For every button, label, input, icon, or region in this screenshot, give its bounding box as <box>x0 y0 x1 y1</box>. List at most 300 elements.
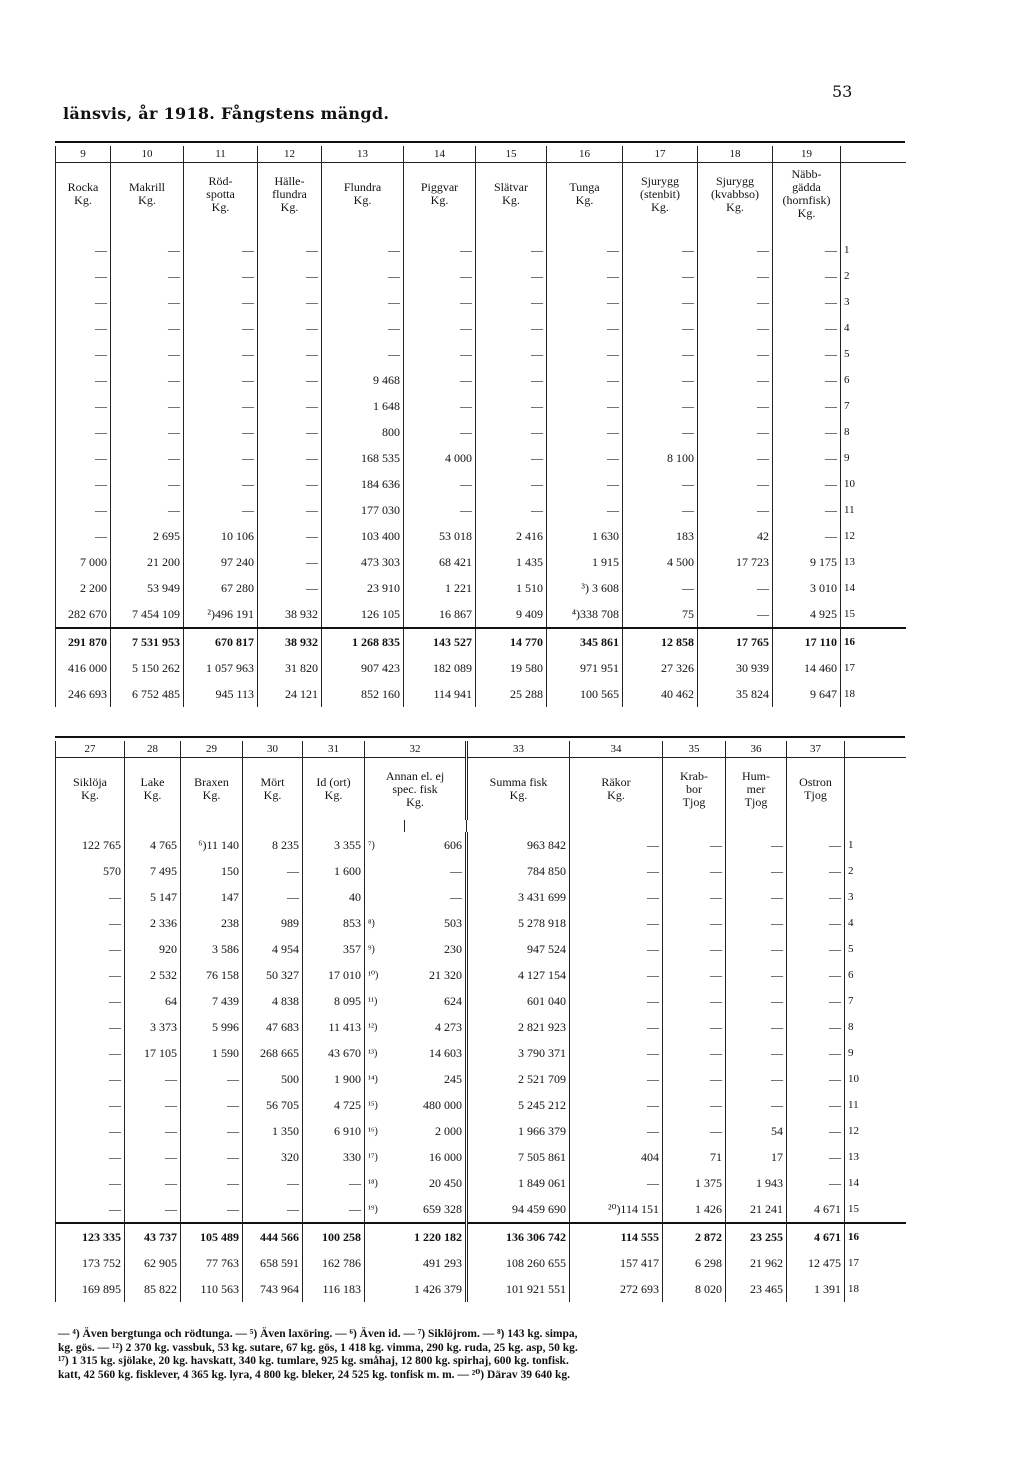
column-header-line: spec. fisk <box>392 781 438 796</box>
column-header-line: Makrill <box>129 180 165 194</box>
table-cell: — <box>623 289 698 315</box>
column-header <box>258 163 322 226</box>
table-cell: 67 280 <box>184 575 258 601</box>
row-number: 18 <box>845 1276 906 1302</box>
table-cell: — <box>184 367 258 393</box>
table-row <box>56 575 906 601</box>
table-cell: 40 462 <box>623 681 698 707</box>
column-header-line: Hum- <box>742 768 770 783</box>
table-cell: 606 <box>444 837 462 852</box>
table-cell: 9 647 <box>773 681 841 707</box>
table-cell: 10 106 <box>184 523 258 549</box>
table-cell: — <box>184 471 258 497</box>
table-cell: 1 600 <box>303 858 365 884</box>
table-cell: 282 670 <box>56 601 111 628</box>
table-cell: — <box>476 419 547 445</box>
table-cell: 2 532 <box>125 962 181 988</box>
column-header <box>547 163 623 226</box>
table-cell: — <box>243 884 303 910</box>
column-header-line: (hornfisk) <box>782 193 831 207</box>
column-header-line: Annan el. ej <box>385 768 445 783</box>
table-cell: — <box>773 419 841 445</box>
table-row <box>56 1014 906 1040</box>
table-cell: 963 842 <box>467 832 570 858</box>
column-header-row <box>56 758 906 821</box>
table-cell: — <box>56 341 111 367</box>
table-cell: — <box>698 419 773 445</box>
table-cell: ⁶)11 140 <box>181 832 243 858</box>
column-header-line: Kg. <box>138 193 156 207</box>
column-number: 12 <box>258 146 322 163</box>
table-cell: — <box>184 393 258 419</box>
table-cell: 7 439 <box>181 988 243 1014</box>
gap-cell <box>181 820 243 832</box>
table-cell: — <box>570 988 663 1014</box>
column-header-line: Flundra <box>343 180 382 194</box>
table-cell: — <box>404 289 476 315</box>
table-cell: — <box>547 367 623 393</box>
table-cell: — <box>663 1040 726 1066</box>
table-cell: 6 752 485 <box>111 681 184 707</box>
row-number: 5 <box>845 936 906 962</box>
table-cell: — <box>787 1066 845 1092</box>
column-header-line: Kg. <box>143 788 162 802</box>
row-number: 13 <box>841 549 906 575</box>
table-cell: 14 460 <box>773 655 841 681</box>
gap-cell <box>184 225 258 237</box>
table-cell: — <box>663 1066 726 1092</box>
table-cell: ¹⁸) <box>365 1170 405 1196</box>
table-cell: — <box>56 367 111 393</box>
table-cell: — <box>322 237 404 263</box>
table-cell: 17 765 <box>698 628 773 655</box>
table-cell: 1 590 <box>181 1040 243 1066</box>
column-header <box>322 163 404 226</box>
column-header <box>56 758 125 821</box>
table-cell: — <box>570 1092 663 1118</box>
row-number: 11 <box>841 497 906 523</box>
table-cell: 1 630 <box>547 523 623 549</box>
table-cell: 108 260 655 <box>467 1250 570 1276</box>
column-header <box>773 163 841 226</box>
column-number: 35 <box>663 741 726 758</box>
header-gap <box>56 225 906 237</box>
table-cell: — <box>56 289 111 315</box>
table-cell: 177 030 <box>322 497 404 523</box>
table-cell: — <box>663 936 726 962</box>
table-cell: — <box>125 1196 181 1223</box>
table-cell: 658 591 <box>243 1250 303 1276</box>
table-cell: 94 459 690 <box>467 1196 570 1223</box>
table-cell: 4 000 <box>404 445 476 471</box>
table-cell: — <box>570 962 663 988</box>
column-header-line: Kg. <box>509 788 528 802</box>
table-row <box>56 1170 906 1196</box>
table-cell: 480 000 <box>423 1097 462 1112</box>
table-cell: 1 943 <box>726 1170 787 1196</box>
table-cell: — <box>184 445 258 471</box>
table-cell: — <box>322 315 404 341</box>
column-header-line: Id (ort) <box>316 775 351 789</box>
table-cell: 3 373 <box>125 1014 181 1040</box>
table-cell: — <box>663 962 726 988</box>
table-cell: — <box>450 863 462 878</box>
table-cell: — <box>623 419 698 445</box>
table-cell: — <box>258 237 322 263</box>
table-cell: — <box>623 497 698 523</box>
table-cell: — <box>570 1040 663 1066</box>
table-row <box>56 832 906 858</box>
table-cell <box>365 1250 405 1276</box>
table-cell: — <box>258 419 322 445</box>
table-cell: 5 278 918 <box>467 910 570 936</box>
table-cell: 945 113 <box>184 681 258 707</box>
column-header-line: Kg. <box>797 206 816 220</box>
table-cell: 11 413 <box>303 1014 365 1040</box>
table-cell: — <box>56 523 111 549</box>
table-cell: 1 391 <box>787 1276 845 1302</box>
column-header <box>663 758 726 821</box>
table-cell: — <box>570 1118 663 1144</box>
table-cell: — <box>322 341 404 367</box>
table-cell: 8 020 <box>663 1276 726 1302</box>
gap-cell <box>365 820 405 832</box>
table-cell: — <box>773 471 841 497</box>
footnote-line: — ⁴) Även bergtunga och rödtunga. — ⁵) Även laxöring. — ⁶) Även id. — ⁷) Siklöjrom. — ⁸) 143 kg. simpa, <box>58 1328 578 1340</box>
table-cell: — <box>243 1196 303 1223</box>
row-number: 4 <box>845 910 906 936</box>
column-header-line: Rocka <box>67 180 99 194</box>
table-cell: 97 240 <box>184 549 258 575</box>
column-header-line: Piggvar <box>420 180 459 194</box>
column-header-line: (kvabbso) <box>711 186 759 201</box>
table-row <box>56 523 906 549</box>
table-cell: 2 336 <box>125 910 181 936</box>
table-cell: 114 941 <box>404 681 476 707</box>
table-cell: 77 763 <box>181 1250 243 1276</box>
column-number-spacer <box>845 741 906 758</box>
table-cell: ¹⁰) <box>365 962 405 988</box>
table-cell: 3 431 699 <box>467 884 570 910</box>
column-header <box>787 758 845 821</box>
table-cell: — <box>111 497 184 523</box>
table-cell: — <box>258 523 322 549</box>
row-number: 16 <box>841 628 906 655</box>
table-cell: — <box>547 315 623 341</box>
table-row <box>56 936 906 962</box>
table-cell: — <box>547 237 623 263</box>
table-cell: — <box>698 263 773 289</box>
column-header-line: Kg. <box>607 788 625 802</box>
table-row <box>56 315 906 341</box>
table-cell: — <box>404 367 476 393</box>
table-cell: — <box>773 523 841 549</box>
table-row <box>56 341 906 367</box>
table-cell: 1 221 <box>404 575 476 601</box>
column-header-line: Hälle- <box>274 173 305 188</box>
table-cell: 100 565 <box>547 681 623 707</box>
column-header-line: (stenbit) <box>640 186 680 201</box>
table-cell: 12 475 <box>787 1250 845 1276</box>
row-number: 11 <box>845 1092 906 1118</box>
table-cell: — <box>787 858 845 884</box>
table-cell: — <box>258 575 322 601</box>
table-cell: ¹⁷) <box>365 1144 405 1170</box>
gap-cell <box>841 225 906 237</box>
table-cell: 4 671 <box>787 1196 845 1223</box>
table-cell: — <box>181 1118 243 1144</box>
row-number: 3 <box>841 289 906 315</box>
header-gap <box>56 820 906 832</box>
table-cell: 62 905 <box>125 1250 181 1276</box>
table-cell: 75 <box>623 601 698 628</box>
column-header-row <box>56 163 906 226</box>
gap-cell <box>698 225 773 237</box>
row-number: 14 <box>845 1170 906 1196</box>
table-cell: 1 220 182 <box>405 1223 467 1250</box>
table-cell: 5 245 212 <box>467 1092 570 1118</box>
column-number: 31 <box>303 741 365 758</box>
column-number-row <box>56 146 906 163</box>
table-cell: 9 409 <box>476 601 547 628</box>
table-cell: — <box>56 315 111 341</box>
table-cell: ¹⁹) <box>365 1196 405 1223</box>
column-header-line: Kg. <box>81 788 99 802</box>
table-cell: 784 850 <box>467 858 570 884</box>
table-cell: 989 <box>243 910 303 936</box>
table-cell: — <box>698 445 773 471</box>
table-cell: 9 468 <box>322 367 404 393</box>
table-cell: — <box>773 367 841 393</box>
page-number: 53 <box>832 82 853 101</box>
column-header-line: Kg. <box>502 193 520 207</box>
row-number: 2 <box>841 263 906 289</box>
column-header-line: bor <box>686 781 702 796</box>
table-cell: — <box>258 471 322 497</box>
table-cell: 291 870 <box>56 628 111 655</box>
table-cell: — <box>773 393 841 419</box>
table-cell: — <box>56 1196 125 1223</box>
table-cell: 272 693 <box>570 1276 663 1302</box>
table-cell: 147 <box>181 884 243 910</box>
table-cell: — <box>125 1170 181 1196</box>
column-header-line: Kg. <box>353 193 372 207</box>
column-header-line: spotta <box>206 186 235 201</box>
column-number: 29 <box>181 741 243 758</box>
table-cell: 85 822 <box>125 1276 181 1302</box>
table-cell: 2 695 <box>111 523 184 549</box>
table-cell: 4 671 <box>787 1223 845 1250</box>
table-cell: — <box>726 936 787 962</box>
table-cell: 500 <box>243 1066 303 1092</box>
table-cell: — <box>663 1092 726 1118</box>
table-cell: 1 268 835 <box>322 628 404 655</box>
table-cell: 14 770 <box>476 628 547 655</box>
table-cell: — <box>125 1118 181 1144</box>
table-cell: 169 895 <box>56 1276 125 1302</box>
table-cell: 105 489 <box>181 1223 243 1250</box>
table-row <box>56 1092 906 1118</box>
table-cell: 184 636 <box>322 471 404 497</box>
table-cell: — <box>787 988 845 1014</box>
table-cell: 345 861 <box>547 628 623 655</box>
table-cell: — <box>258 549 322 575</box>
table-cell: — <box>56 1118 125 1144</box>
table-cell: — <box>56 1014 125 1040</box>
column-header-line: Kg. <box>726 199 744 214</box>
column-header-line: Tjog <box>744 794 768 809</box>
table-cell: — <box>111 315 184 341</box>
table-cell: — <box>698 237 773 263</box>
column-header-line: Näbb- <box>791 167 822 181</box>
table-cell: 30 939 <box>698 655 773 681</box>
table-cell: 4 273 <box>435 1019 462 1034</box>
table-cell: — <box>56 471 111 497</box>
table-cell: 17 110 <box>773 628 841 655</box>
table-cell: — <box>56 1066 125 1092</box>
column-header <box>56 163 111 226</box>
column-header-line: gädda <box>792 180 821 194</box>
table-row <box>56 445 906 471</box>
table-cell: 162 786 <box>303 1250 365 1276</box>
table-cell: — <box>663 910 726 936</box>
table-cell: 16 000 <box>429 1149 462 1164</box>
column-header <box>111 163 184 226</box>
table-cell: — <box>125 1066 181 1092</box>
table-cell: — <box>547 393 623 419</box>
table-cell: 21 200 <box>111 549 184 575</box>
table-cell: — <box>663 1014 726 1040</box>
table-cell: 9 175 <box>773 549 841 575</box>
table-cell: 5 147 <box>125 884 181 910</box>
table-cell: — <box>243 1170 303 1196</box>
table-cell: 8 095 <box>303 988 365 1014</box>
page-title: länsvis, år 1918. Fångstens mängd. <box>63 104 390 123</box>
gap-cell <box>405 820 467 832</box>
table-cell: — <box>726 1014 787 1040</box>
table-cell: 56 705 <box>243 1092 303 1118</box>
table-cell: 3 790 371 <box>467 1040 570 1066</box>
table-cell: — <box>258 367 322 393</box>
table-cell: — <box>258 341 322 367</box>
table-cell: 35 824 <box>698 681 773 707</box>
row-number: 12 <box>845 1118 906 1144</box>
table-cell <box>365 858 405 884</box>
table-cell: 268 665 <box>243 1040 303 1066</box>
table-cell: ²⁰)114 151 <box>570 1196 663 1223</box>
column-header-line: Tjog <box>804 788 827 802</box>
column-header <box>365 758 467 821</box>
table-cell: — <box>181 1092 243 1118</box>
table-cell: 24 121 <box>258 681 322 707</box>
gap-cell <box>111 225 184 237</box>
table-cell: 5 150 262 <box>111 655 184 681</box>
table-cell: 3 010 <box>773 575 841 601</box>
table-cell: 8 100 <box>623 445 698 471</box>
table-cell: 920 <box>125 936 181 962</box>
table-row <box>56 655 906 681</box>
table-cell: 38 932 <box>258 628 322 655</box>
table-row <box>56 628 906 655</box>
table-row <box>56 1144 906 1170</box>
table-cell: 23 465 <box>726 1276 787 1302</box>
table-cell: 173 752 <box>56 1250 125 1276</box>
table-cell: 330 <box>303 1144 365 1170</box>
table-cell: — <box>726 962 787 988</box>
row-number: 15 <box>845 1196 906 1223</box>
table-cell: — <box>623 367 698 393</box>
table-cell: — <box>111 341 184 367</box>
column-header-line: Kg. <box>575 193 594 207</box>
table-cell: 659 328 <box>405 1196 467 1223</box>
table-row <box>56 601 906 628</box>
table-row <box>56 1118 906 1144</box>
row-number: 13 <box>845 1144 906 1170</box>
table-cell: 20 450 <box>429 1175 462 1190</box>
table-cell: — <box>56 263 111 289</box>
table-cell: 6 910 <box>303 1118 365 1144</box>
row-number: 9 <box>845 1040 906 1066</box>
gap-cell <box>243 820 303 832</box>
table-cell: — <box>547 445 623 471</box>
table-cell: — <box>773 289 841 315</box>
table-cell <box>365 1276 405 1302</box>
table-cell: ²)496 191 <box>184 601 258 628</box>
table-cell: — <box>570 858 663 884</box>
table-cell: — <box>404 315 476 341</box>
table-cell: 2 821 923 <box>467 1014 570 1040</box>
table-cell: — <box>663 832 726 858</box>
row-number: 14 <box>841 575 906 601</box>
column-header-line: Röd- <box>208 173 233 188</box>
table-cell: — <box>476 393 547 419</box>
table-cell: 182 089 <box>404 655 476 681</box>
table-cell: — <box>111 419 184 445</box>
table-cell: — <box>56 910 125 936</box>
table-cell: — <box>322 263 404 289</box>
table-cell: 416 000 <box>56 655 111 681</box>
column-header <box>303 758 365 821</box>
table-cell: — <box>726 884 787 910</box>
row-number: 3 <box>845 884 906 910</box>
table-cell: 743 964 <box>243 1276 303 1302</box>
table-cell: 1 900 <box>303 1066 365 1092</box>
table-cell: — <box>56 237 111 263</box>
table-cell: — <box>787 1170 845 1196</box>
column-header-line: Summa fisk <box>489 775 548 789</box>
table-cell: — <box>726 910 787 936</box>
table-row <box>56 1196 906 1223</box>
table-cell: 54 <box>726 1118 787 1144</box>
table-cell: 27 326 <box>623 655 698 681</box>
table-row <box>56 1250 906 1276</box>
table-cell: — <box>181 1170 243 1196</box>
column-number-row <box>56 741 906 758</box>
table-cell: 7 000 <box>56 549 111 575</box>
table-cell <box>365 1223 405 1250</box>
table-cell: 21 241 <box>726 1196 787 1223</box>
column-number-spacer <box>841 146 906 163</box>
footnote-line: katt, 42 560 kg. fisklever, 4 365 kg. lyra, 4 800 kg. bleker, 24 525 kg. tonfisk m. m. — ²⁰) Därav 39 640 kg. <box>58 1368 571 1381</box>
table-row <box>56 910 906 936</box>
table-cell: 183 <box>623 523 698 549</box>
column-header <box>623 163 698 226</box>
table-cell: — <box>787 910 845 936</box>
table-row <box>56 962 906 988</box>
table-row <box>56 858 906 884</box>
table-cell: 4 500 <box>623 549 698 575</box>
gap-cell <box>404 225 476 237</box>
